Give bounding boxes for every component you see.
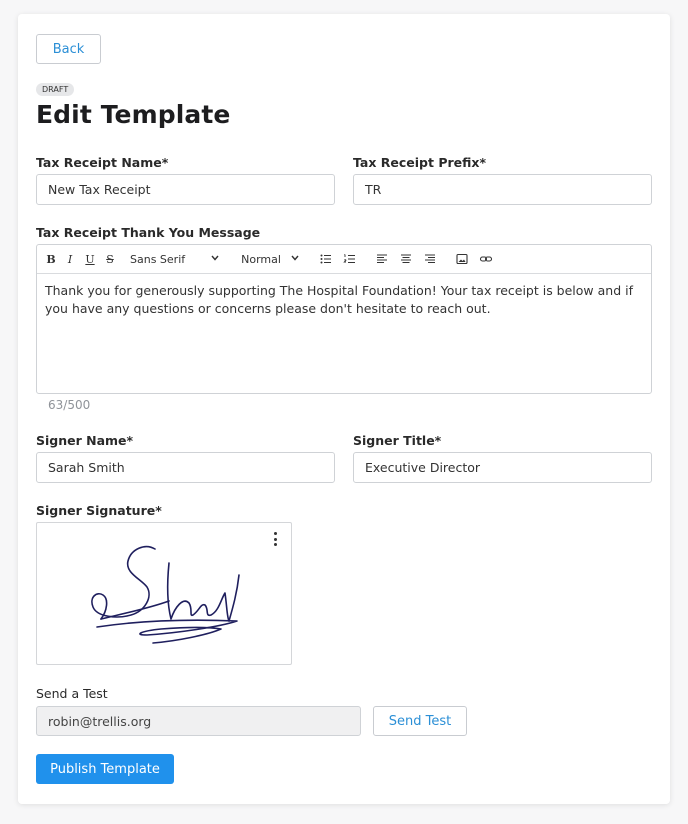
align-right-icon[interactable] bbox=[423, 252, 437, 266]
send-test-button[interactable]: Send Test bbox=[373, 706, 467, 736]
editor-toolbar bbox=[37, 245, 651, 274]
publish-template-button[interactable]: Publish Template bbox=[36, 754, 174, 784]
thank-you-message-label: Tax Receipt Thank You Message bbox=[36, 225, 261, 240]
rich-text-editor bbox=[36, 244, 652, 394]
chevron-down-icon bbox=[291, 254, 299, 264]
character-counter: 63/500 bbox=[48, 398, 91, 412]
editor-content[interactable]: Thank you for generously supporting The Hospital Foundation! Your tax receipt is below and if you have any questions or concerns please don't hesitate to reach out. bbox=[45, 283, 633, 316]
signer-title-input[interactable]: Executive Director bbox=[353, 452, 652, 483]
image-icon[interactable] bbox=[455, 252, 469, 266]
align-left-icon[interactable] bbox=[375, 252, 389, 266]
underline-button[interactable]: U bbox=[85, 252, 95, 266]
send-test-label: Send a Test bbox=[36, 686, 108, 701]
font-size-value: Normal bbox=[241, 252, 281, 266]
tax-receipt-prefix-label: Tax Receipt Prefix* bbox=[353, 155, 486, 170]
italic-button[interactable]: I bbox=[67, 252, 73, 266]
signature-image bbox=[37, 523, 293, 666]
tax-receipt-name-input[interactable]: New Tax Receipt bbox=[36, 174, 335, 205]
test-email-input[interactable]: robin@trellis.org bbox=[36, 706, 361, 736]
back-button[interactable]: Back bbox=[36, 34, 101, 64]
signer-name-input[interactable]: Sarah Smith bbox=[36, 452, 335, 483]
font-size-select[interactable] bbox=[241, 253, 299, 266]
bold-button[interactable]: B bbox=[46, 252, 56, 266]
font-family-value: Sans Serif bbox=[130, 252, 186, 266]
tax-receipt-prefix-input[interactable]: TR bbox=[353, 174, 652, 205]
chevron-down-icon bbox=[211, 254, 219, 264]
signer-signature-label: Signer Signature* bbox=[36, 503, 162, 518]
page-title: Edit Template bbox=[36, 100, 231, 129]
numbered-list-icon[interactable] bbox=[343, 252, 357, 266]
signer-name-label: Signer Name* bbox=[36, 433, 134, 448]
strikethrough-button[interactable]: S bbox=[106, 252, 114, 266]
tax-receipt-name-label: Tax Receipt Name* bbox=[36, 155, 169, 170]
signer-title-label: Signer Title* bbox=[353, 433, 442, 448]
link-icon[interactable] bbox=[479, 252, 493, 266]
edit-template-card bbox=[18, 14, 670, 804]
bullet-list-icon[interactable] bbox=[319, 252, 333, 266]
signature-box[interactable] bbox=[36, 522, 292, 665]
status-badge: DRAFT bbox=[36, 83, 74, 96]
align-center-icon[interactable] bbox=[399, 252, 413, 266]
font-family-select[interactable] bbox=[130, 253, 219, 266]
